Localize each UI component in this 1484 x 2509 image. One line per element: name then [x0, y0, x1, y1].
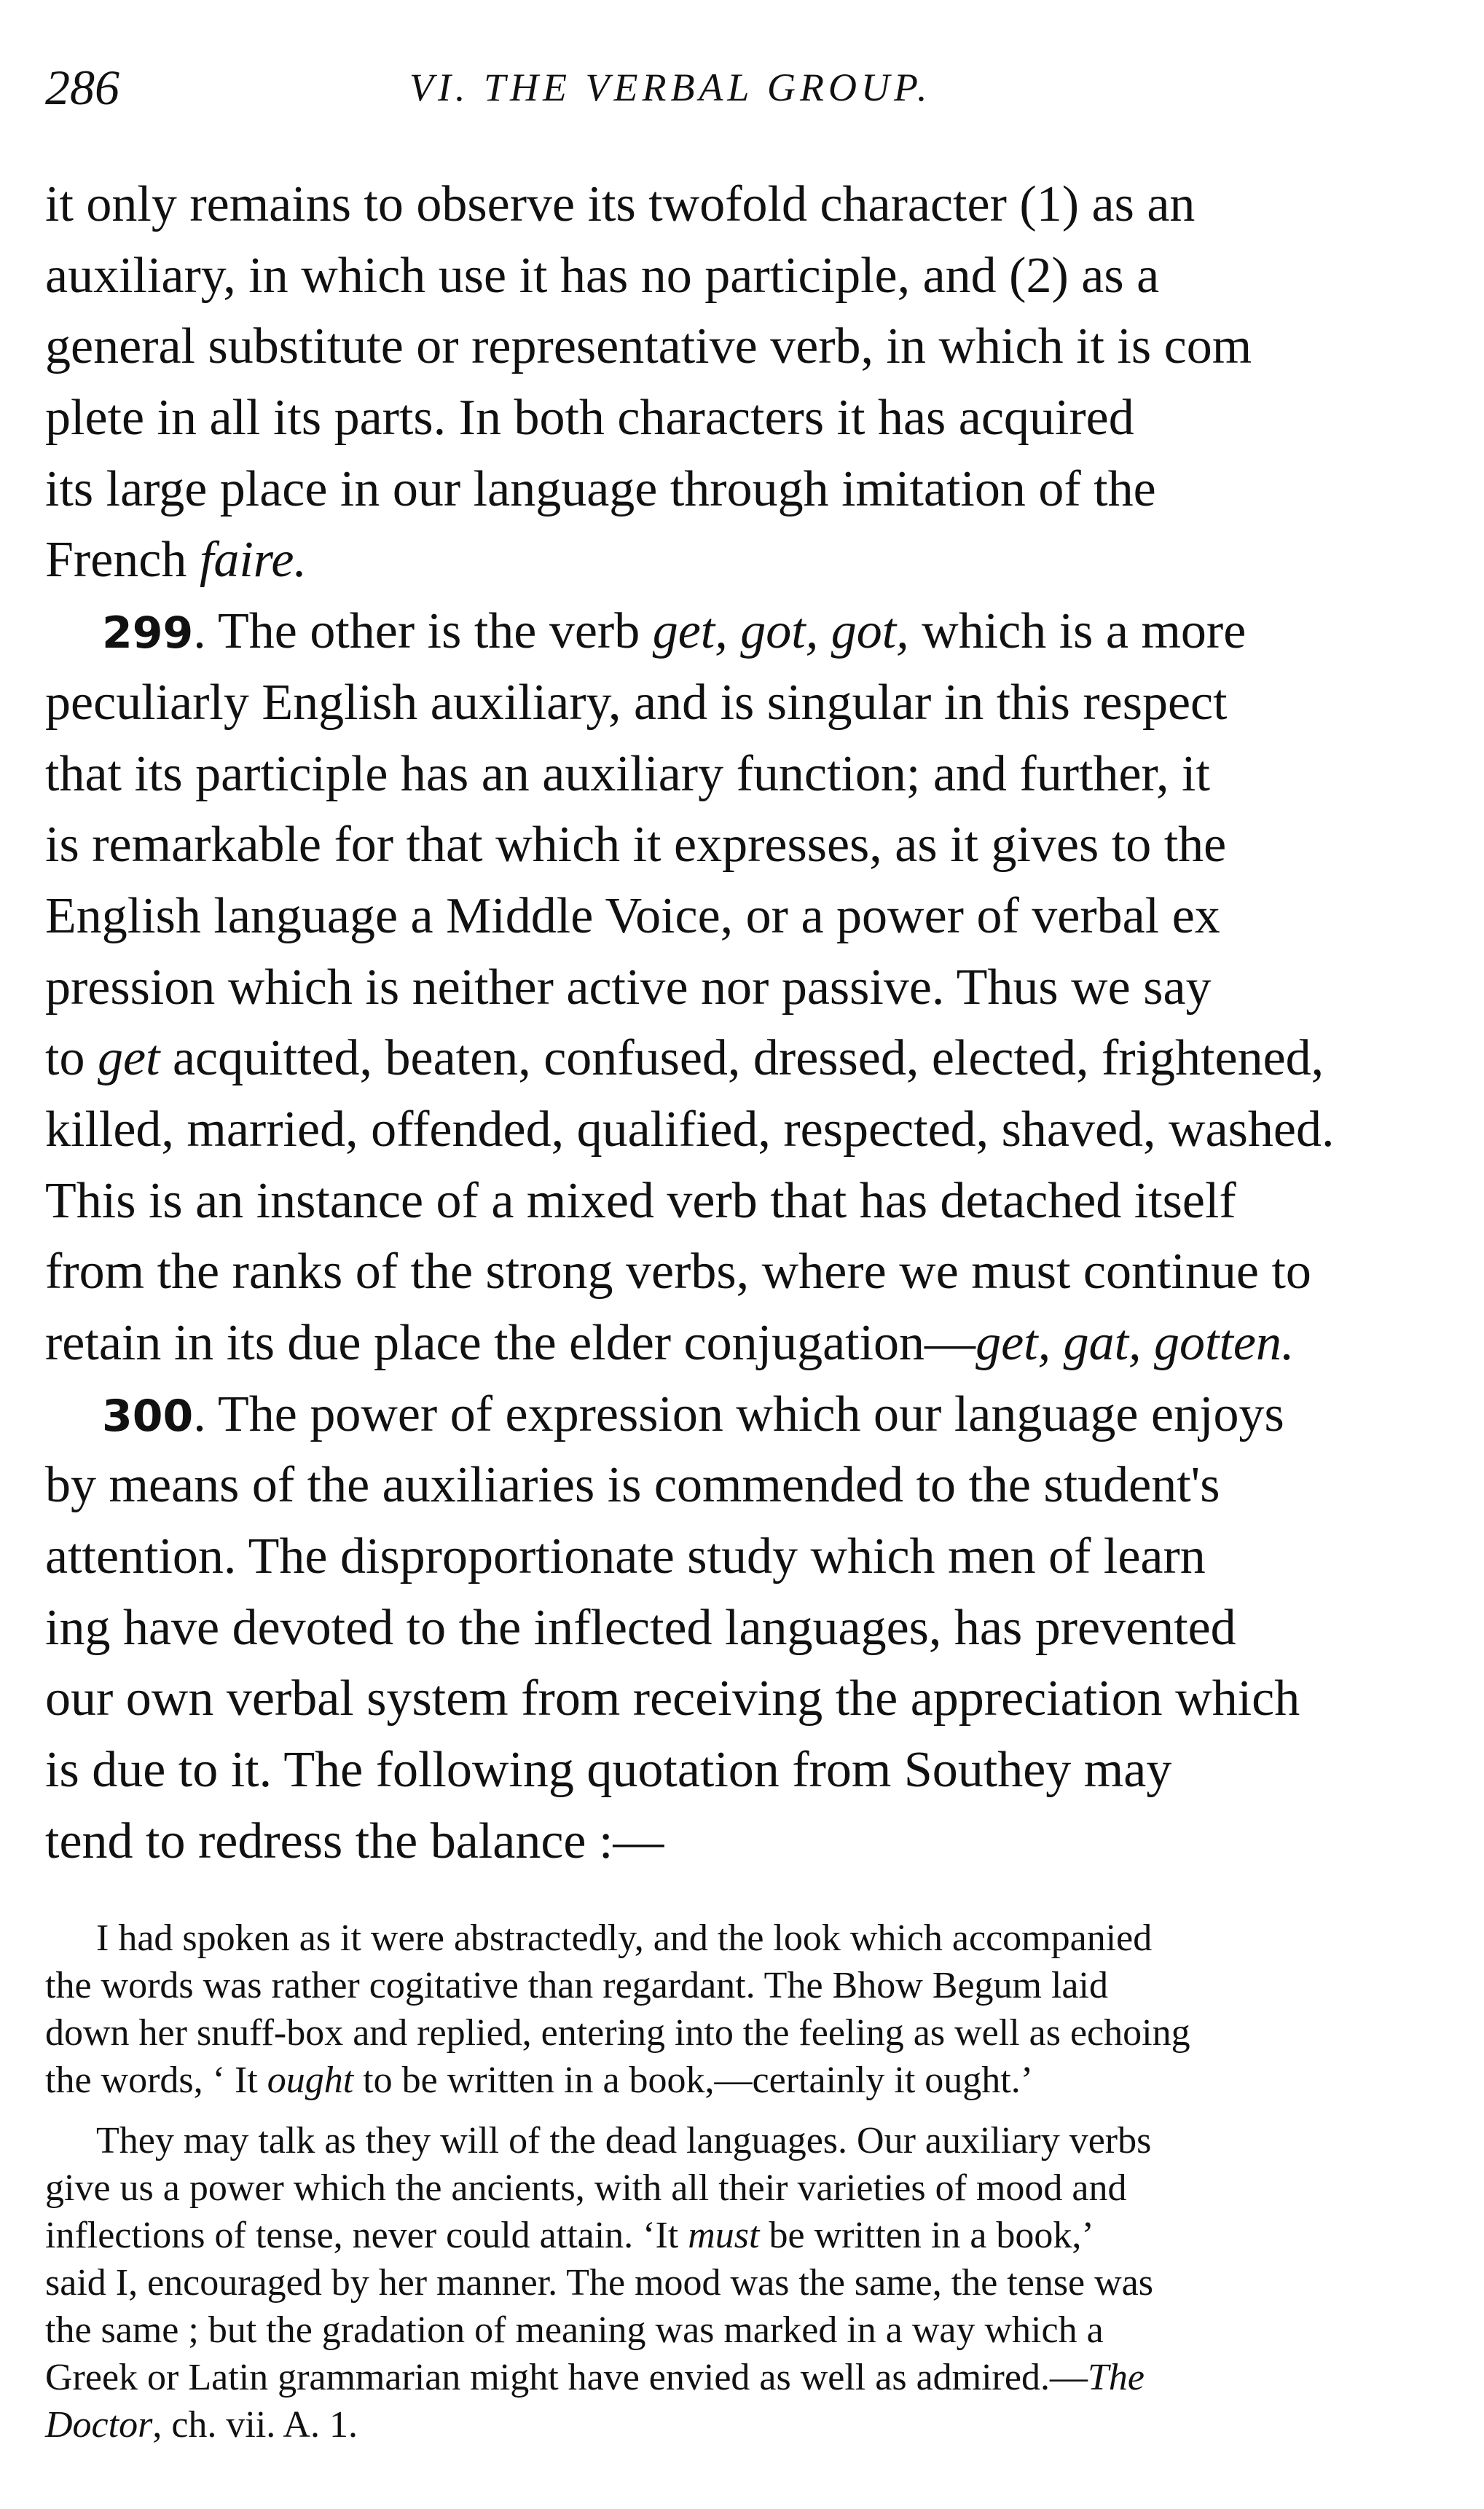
quote-line: I had spoken as it were abstractedly, and the look which accompanied — [96, 1917, 1153, 1959]
text-run: inflections of tense, never could attain. ‘It — [45, 2215, 688, 2256]
quote-line — [45, 2354, 1484, 2401]
quote-line: They may talk as they will of the dead languages. Our auxiliary verbs — [96, 2120, 1152, 2161]
quote-line — [45, 2212, 1484, 2259]
block-quotation — [45, 1915, 1484, 2449]
text-run: French — [45, 532, 200, 589]
italic-word: Doctor — [45, 2404, 153, 2446]
text-run: the words, ‘ It — [45, 2060, 267, 2101]
paragraph-300-start — [45, 1379, 1484, 1450]
italic-word: get, gat, gotten. — [975, 1315, 1295, 1371]
text-line: auxiliary, in which use it has no participle, and (2) as a — [45, 247, 1160, 304]
text-line: This is an instance of a mixed verb that has detached itself — [45, 1172, 1236, 1229]
text-line: attention. The disproportionate study which men of learn — [45, 1528, 1206, 1585]
text-line: its large place in our language through imitation of the — [45, 460, 1156, 517]
page-number: 286 — [45, 60, 119, 115]
text-line: pression which is neither active nor passive. Thus we say — [45, 959, 1212, 1016]
quote-line: down her snuff-box and replied, entering into the feeling as well as echoing — [45, 2012, 1190, 2054]
text-line: is remarkable for that which it expresses, as it gives to the — [45, 817, 1227, 873]
text-run: which is a more — [908, 603, 1247, 660]
text-line: English language a Middle Voice, or a power of verbal ex — [45, 887, 1220, 944]
text-run: retain in its due place the elder conjugation— — [45, 1315, 976, 1371]
quote-line: said I, encouraged by her manner. The mood was the same, the tense was — [45, 2262, 1153, 2304]
text-line: general substitute or representative verb, in which it is com — [45, 318, 1252, 375]
text-line — [45, 525, 1484, 596]
text-line — [45, 1023, 1484, 1094]
quote-line: give us a power which the ancients, with all their varieties of mood and — [45, 2167, 1127, 2209]
paragraph-299-start — [45, 596, 1484, 667]
text-line: it only remains to observe its twofold character (1) as an — [45, 176, 1196, 232]
body-text — [45, 169, 1484, 1877]
text-line: from the ranks of the strong verbs, where we must continue to — [45, 1244, 1311, 1300]
text-line — [45, 1308, 1484, 1379]
text-line: tend to redress the balance :— — [45, 1813, 664, 1869]
text-run: be written in a book,’ — [759, 2215, 1094, 2256]
text-line: plete in all its parts. In both characters it has acquired — [45, 390, 1134, 447]
italic-word: The — [1087, 2357, 1145, 2398]
italic-word: faire. — [199, 532, 307, 589]
text-run: . The power of expression which our language enjoys — [193, 1386, 1284, 1442]
text-run: to — [45, 1030, 98, 1087]
text-line: is due to it. The following quotation from Southey may — [45, 1742, 1172, 1799]
italic-word: get, got, got, — [652, 603, 909, 660]
text-line: ing have devoted to the inflected languages, has prevented — [45, 1599, 1236, 1656]
text-line: by means of the auxiliaries is commended to the student's — [45, 1457, 1220, 1514]
running-head: VI. THE VERBAL GROUP. — [409, 66, 932, 109]
text-line: our own verbal system from receiving the appreciation which — [45, 1670, 1300, 1727]
quote-line: the same ; but the gradation of meaning was marked in a way which a — [45, 2309, 1104, 2351]
text-line: that its participle has an auxiliary function; and further, it — [45, 745, 1210, 802]
text-run: to be written in a book,—certainly it ought.’ — [353, 2060, 1034, 2101]
text-line: killed, married, offended, qualified, respected, shaved, washed. — [45, 1101, 1335, 1158]
section-number: 299 — [102, 608, 194, 659]
text-run: . The other is the verb — [193, 603, 653, 660]
italic-word: must — [688, 2215, 760, 2256]
quote-line — [45, 2401, 1484, 2449]
italic-word: get — [97, 1030, 160, 1087]
text-run: acquitted, beaten, confused, dressed, elected, frightened, — [160, 1030, 1324, 1087]
section-number: 300 — [102, 1390, 194, 1442]
text-run: Greek or Latin grammarian might have envied as well as admired.— — [45, 2357, 1088, 2398]
page-header — [45, 51, 1473, 124]
text-line: peculiarly English auxiliary, and is singular in this respect — [45, 674, 1228, 731]
quote-line — [45, 2057, 1484, 2104]
italic-word: ought — [267, 2060, 354, 2101]
quote-line: the words was rather cogitative than regardant. The Bhow Begum laid — [45, 1965, 1108, 2006]
text-run: , ch. vii. A. 1. — [152, 2404, 358, 2446]
